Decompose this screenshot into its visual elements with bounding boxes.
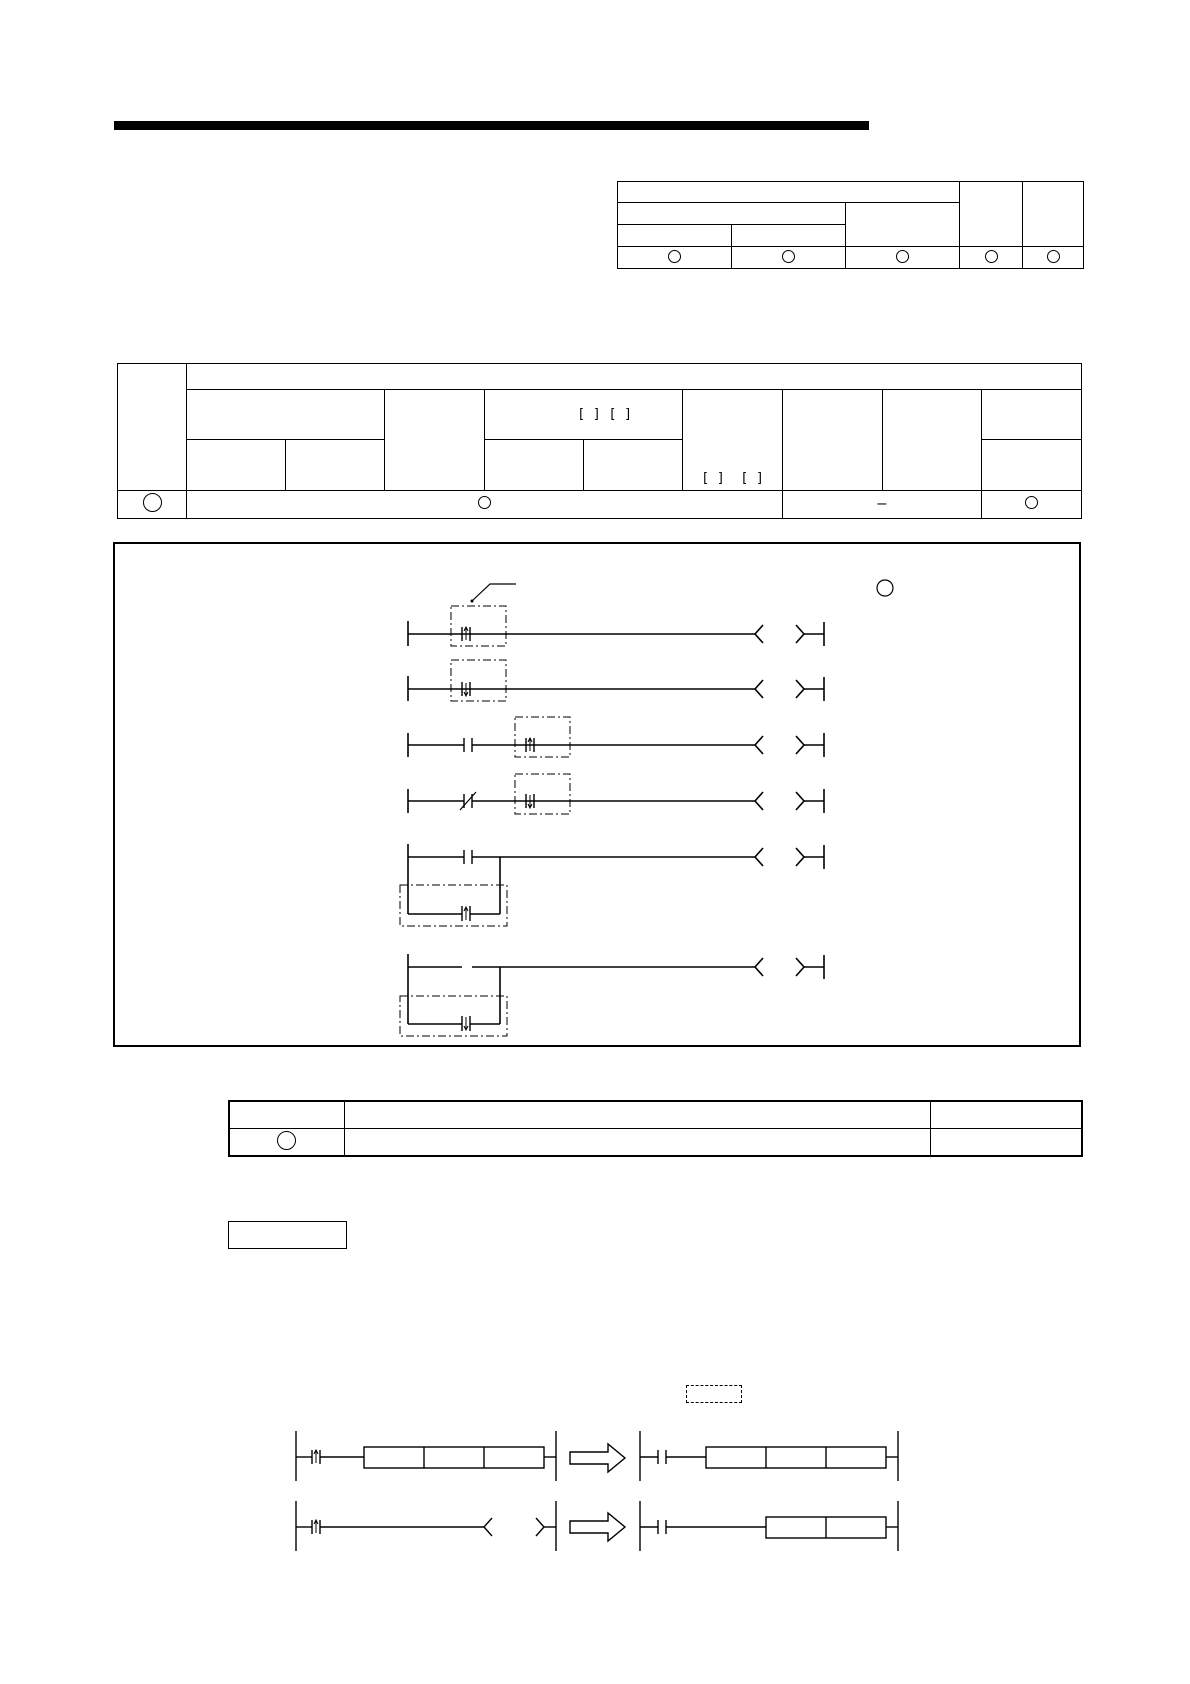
device-mark-dash: –	[783, 490, 982, 518]
rung-3	[408, 717, 824, 757]
legend-circle	[877, 580, 893, 596]
rung-2	[408, 660, 824, 701]
rung-5	[400, 844, 824, 926]
point-label-box	[228, 1221, 347, 1249]
pointer-line	[472, 584, 516, 601]
rung-6	[400, 954, 824, 1036]
step-table	[228, 1100, 1083, 1157]
rung-1	[408, 606, 824, 646]
rung-4	[408, 774, 824, 814]
bracket-glyph: [ ] [ ]	[577, 407, 632, 423]
conversion-diagrams	[296, 1431, 898, 1551]
dashed-placeholder	[686, 1385, 742, 1403]
bracket-glyph: [ ] [ ]	[701, 470, 764, 486]
step-mark	[229, 1128, 344, 1156]
